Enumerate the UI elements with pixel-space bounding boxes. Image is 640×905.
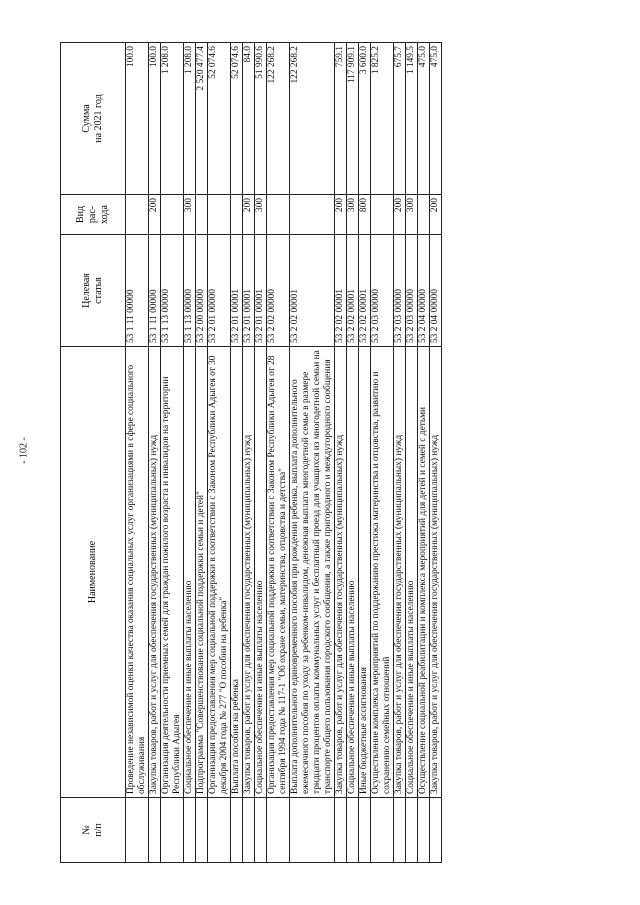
row-target-article: 53 2 02 00001	[335, 235, 347, 347]
row-name: Выплата дополнительного единовременного пособия при рождении ребенка, выплата дополнительного ежемесячного пособия по уходу за ребенком-инвалидом, денежная выплата многодетной семье в размере тридцати процентов оплаты коммунальных услуг и бесплатный проезд для учащихся из многодетной семьи на транспорте общего пользования городского сообщения, а также пригородного и междугородного сообщения	[290, 347, 335, 798]
row-sum: 100.0	[126, 43, 149, 195]
row-name: Социальное обеспечение и иные выплаты населению	[347, 347, 359, 798]
row-target-article: 53 2 04 00000	[418, 235, 430, 347]
table-row	[161, 43, 184, 863]
row-sum: 122 268.2	[267, 43, 290, 195]
row-number	[418, 798, 430, 863]
row-sum: 52 074.6	[208, 43, 231, 195]
row-target-article: 53 2 02 00001	[290, 235, 335, 347]
row-number	[208, 798, 231, 863]
row-name: Организация предоставления мер социальной поддержки в соответствии с Законом Республики Адыгея от 30 декабря 2004 года № 277 "О пособии на ребенка"	[208, 347, 231, 798]
table-row	[347, 43, 359, 863]
row-expense-type	[267, 195, 290, 235]
row-name: Социальное обеспечение и иные выплаты населению	[255, 347, 267, 798]
row-expense-type: 800	[359, 195, 371, 235]
row-name: Закупка товаров, работ и услуг для обеспечения государственных (муниципальных) нужд	[243, 347, 255, 798]
row-name: Закупка товаров, работ и услуг для обеспечения государственных (муниципальных) нужд	[430, 347, 442, 798]
row-sum: 3 600.0	[359, 43, 371, 195]
row-sum: 1 149.5	[406, 43, 418, 195]
table-row	[208, 43, 231, 863]
row-expense-type: 300	[347, 195, 359, 235]
row-number	[359, 798, 371, 863]
header-name: Наименование	[61, 347, 126, 798]
rotated-table-container	[60, 43, 560, 863]
page-number: - 102 -	[18, 437, 30, 464]
row-expense-type	[161, 195, 184, 235]
row-name: Организация деятельности приемных семей для граждан пожилого возраста и инвалидов на территории Республики Адыгея	[161, 347, 184, 798]
row-expense-type: 200	[394, 195, 406, 235]
row-sum: 52 074.6	[231, 43, 243, 195]
row-sum: 1 208.0	[161, 43, 184, 195]
row-expense-type: 300	[406, 195, 418, 235]
row-name: Осуществление социальной реабилитации и комплекса мероприятий для детей и семей с детьми	[418, 347, 430, 798]
row-name: Осуществление комплекса мероприятий по поддержанию престижа материнства и отцовства, развитию и сохранению семейных отношений	[371, 347, 394, 798]
row-number	[231, 798, 243, 863]
row-expense-type	[196, 195, 208, 235]
row-target-article: 53 1 13 00000	[184, 235, 196, 347]
row-target-article: 53 2 02 00001	[359, 235, 371, 347]
table-row	[371, 43, 394, 863]
row-expense-type: 300	[184, 195, 196, 235]
table-row	[196, 43, 208, 863]
row-number	[149, 798, 161, 863]
row-expense-type	[418, 195, 430, 235]
row-sum: 475.0	[418, 43, 430, 195]
row-number	[161, 798, 184, 863]
row-target-article: 53 2 01 00001	[243, 235, 255, 347]
row-expense-type	[371, 195, 394, 235]
row-sum: 122 268.2	[290, 43, 335, 195]
row-expense-type: 200	[430, 195, 442, 235]
row-expense-type	[290, 195, 335, 235]
row-name: Закупка товаров, работ и услуг для обеспечения государственных (муниципальных) нужд	[394, 347, 406, 798]
row-target-article: 53 2 02 00001	[347, 235, 359, 347]
table-row	[149, 43, 161, 863]
row-sum: 475.0	[430, 43, 442, 195]
row-name: Социальное обеспечение и иные выплаты населению	[184, 347, 196, 798]
header-expense-type: Вид рас- хода	[61, 195, 126, 235]
row-expense-type	[231, 195, 243, 235]
row-number	[290, 798, 335, 863]
row-target-article: 53 2 01 00001	[255, 235, 267, 347]
row-target-article: 53 2 03 00000	[406, 235, 418, 347]
header-sum-2021: Сумма на 2021 год	[61, 43, 126, 195]
row-name: Выплата пособия на ребенка	[231, 347, 243, 798]
row-number	[430, 798, 442, 863]
table-row	[126, 43, 149, 863]
row-target-article: 53 2 03 00000	[371, 235, 394, 347]
row-target-article: 53 1 13 00000	[161, 235, 184, 347]
row-sum: 1 825.2	[371, 43, 394, 195]
row-number	[255, 798, 267, 863]
row-sum: 117 909.1	[347, 43, 359, 195]
table-header-row	[61, 43, 126, 863]
budget-table	[60, 42, 442, 863]
row-number	[406, 798, 418, 863]
row-target-article: 53 2 01 00000	[208, 235, 231, 347]
row-expense-type: 300	[255, 195, 267, 235]
row-expense-type: 200	[335, 195, 347, 235]
row-number	[347, 798, 359, 863]
row-name: Подпрограмма "Совершенствование социальной поддержки семьи и детей"	[196, 347, 208, 798]
row-target-article: 53 2 03 00000	[394, 235, 406, 347]
row-number	[184, 798, 196, 863]
table-row	[231, 43, 243, 863]
row-number	[126, 798, 149, 863]
table-row	[335, 43, 347, 863]
row-number	[371, 798, 394, 863]
row-expense-type	[126, 195, 149, 235]
row-name: Организация предоставления мер социальной поддержки в соответствии с Законом Республики Адыгея от 28 сентября 1994 года № 117-1 "Об охране семьи, материнства, отцовства и детства"	[267, 347, 290, 798]
header-number: № п/п	[61, 798, 126, 863]
row-sum: 84.0	[243, 43, 255, 195]
row-target-article: 53 1 11 00000	[126, 235, 149, 347]
row-sum: 2 520 477.4	[196, 43, 208, 195]
table-row	[255, 43, 267, 863]
row-name: Проведение независимой оценки качества оказания социальных услуг организациями в сфере социального обслуживания	[126, 347, 149, 798]
table-row	[418, 43, 430, 863]
row-name: Закупка товаров, работ и услуг для обеспечения государственных (муниципальных) нужд	[335, 347, 347, 798]
row-expense-type	[208, 195, 231, 235]
table-row	[290, 43, 335, 863]
row-name: Иные бюджетные ассигнования	[359, 347, 371, 798]
row-target-article: 53 1 11 00000	[149, 235, 161, 347]
row-target-article: 53 2 04 00000	[430, 235, 442, 347]
row-sum: 100.0	[149, 43, 161, 195]
row-expense-type: 200	[243, 195, 255, 235]
row-target-article: 53 2 01 00001	[231, 235, 243, 347]
table-row	[184, 43, 196, 863]
row-name: Закупка товаров, работ и услуг для обеспечения государственных (муниципальных) нужд	[149, 347, 161, 798]
table-row	[406, 43, 418, 863]
row-sum: 1 208.0	[184, 43, 196, 195]
row-sum: 675.7	[394, 43, 406, 195]
row-target-article: 53 2 00 00000	[196, 235, 208, 347]
table-row	[267, 43, 290, 863]
row-number	[196, 798, 208, 863]
header-target-article: Целевая статья	[61, 235, 126, 347]
row-name: Социальное обеспечение и иные выплаты населению	[406, 347, 418, 798]
row-expense-type: 200	[149, 195, 161, 235]
row-number	[394, 798, 406, 863]
table-row	[243, 43, 255, 863]
table-row	[394, 43, 406, 863]
table-row	[359, 43, 371, 863]
row-sum: 759.1	[335, 43, 347, 195]
row-number	[335, 798, 347, 863]
row-target-article: 53 2 02 00000	[267, 235, 290, 347]
row-sum: 51 990.6	[255, 43, 267, 195]
row-number	[243, 798, 255, 863]
table-row	[430, 43, 442, 863]
row-number	[267, 798, 290, 863]
